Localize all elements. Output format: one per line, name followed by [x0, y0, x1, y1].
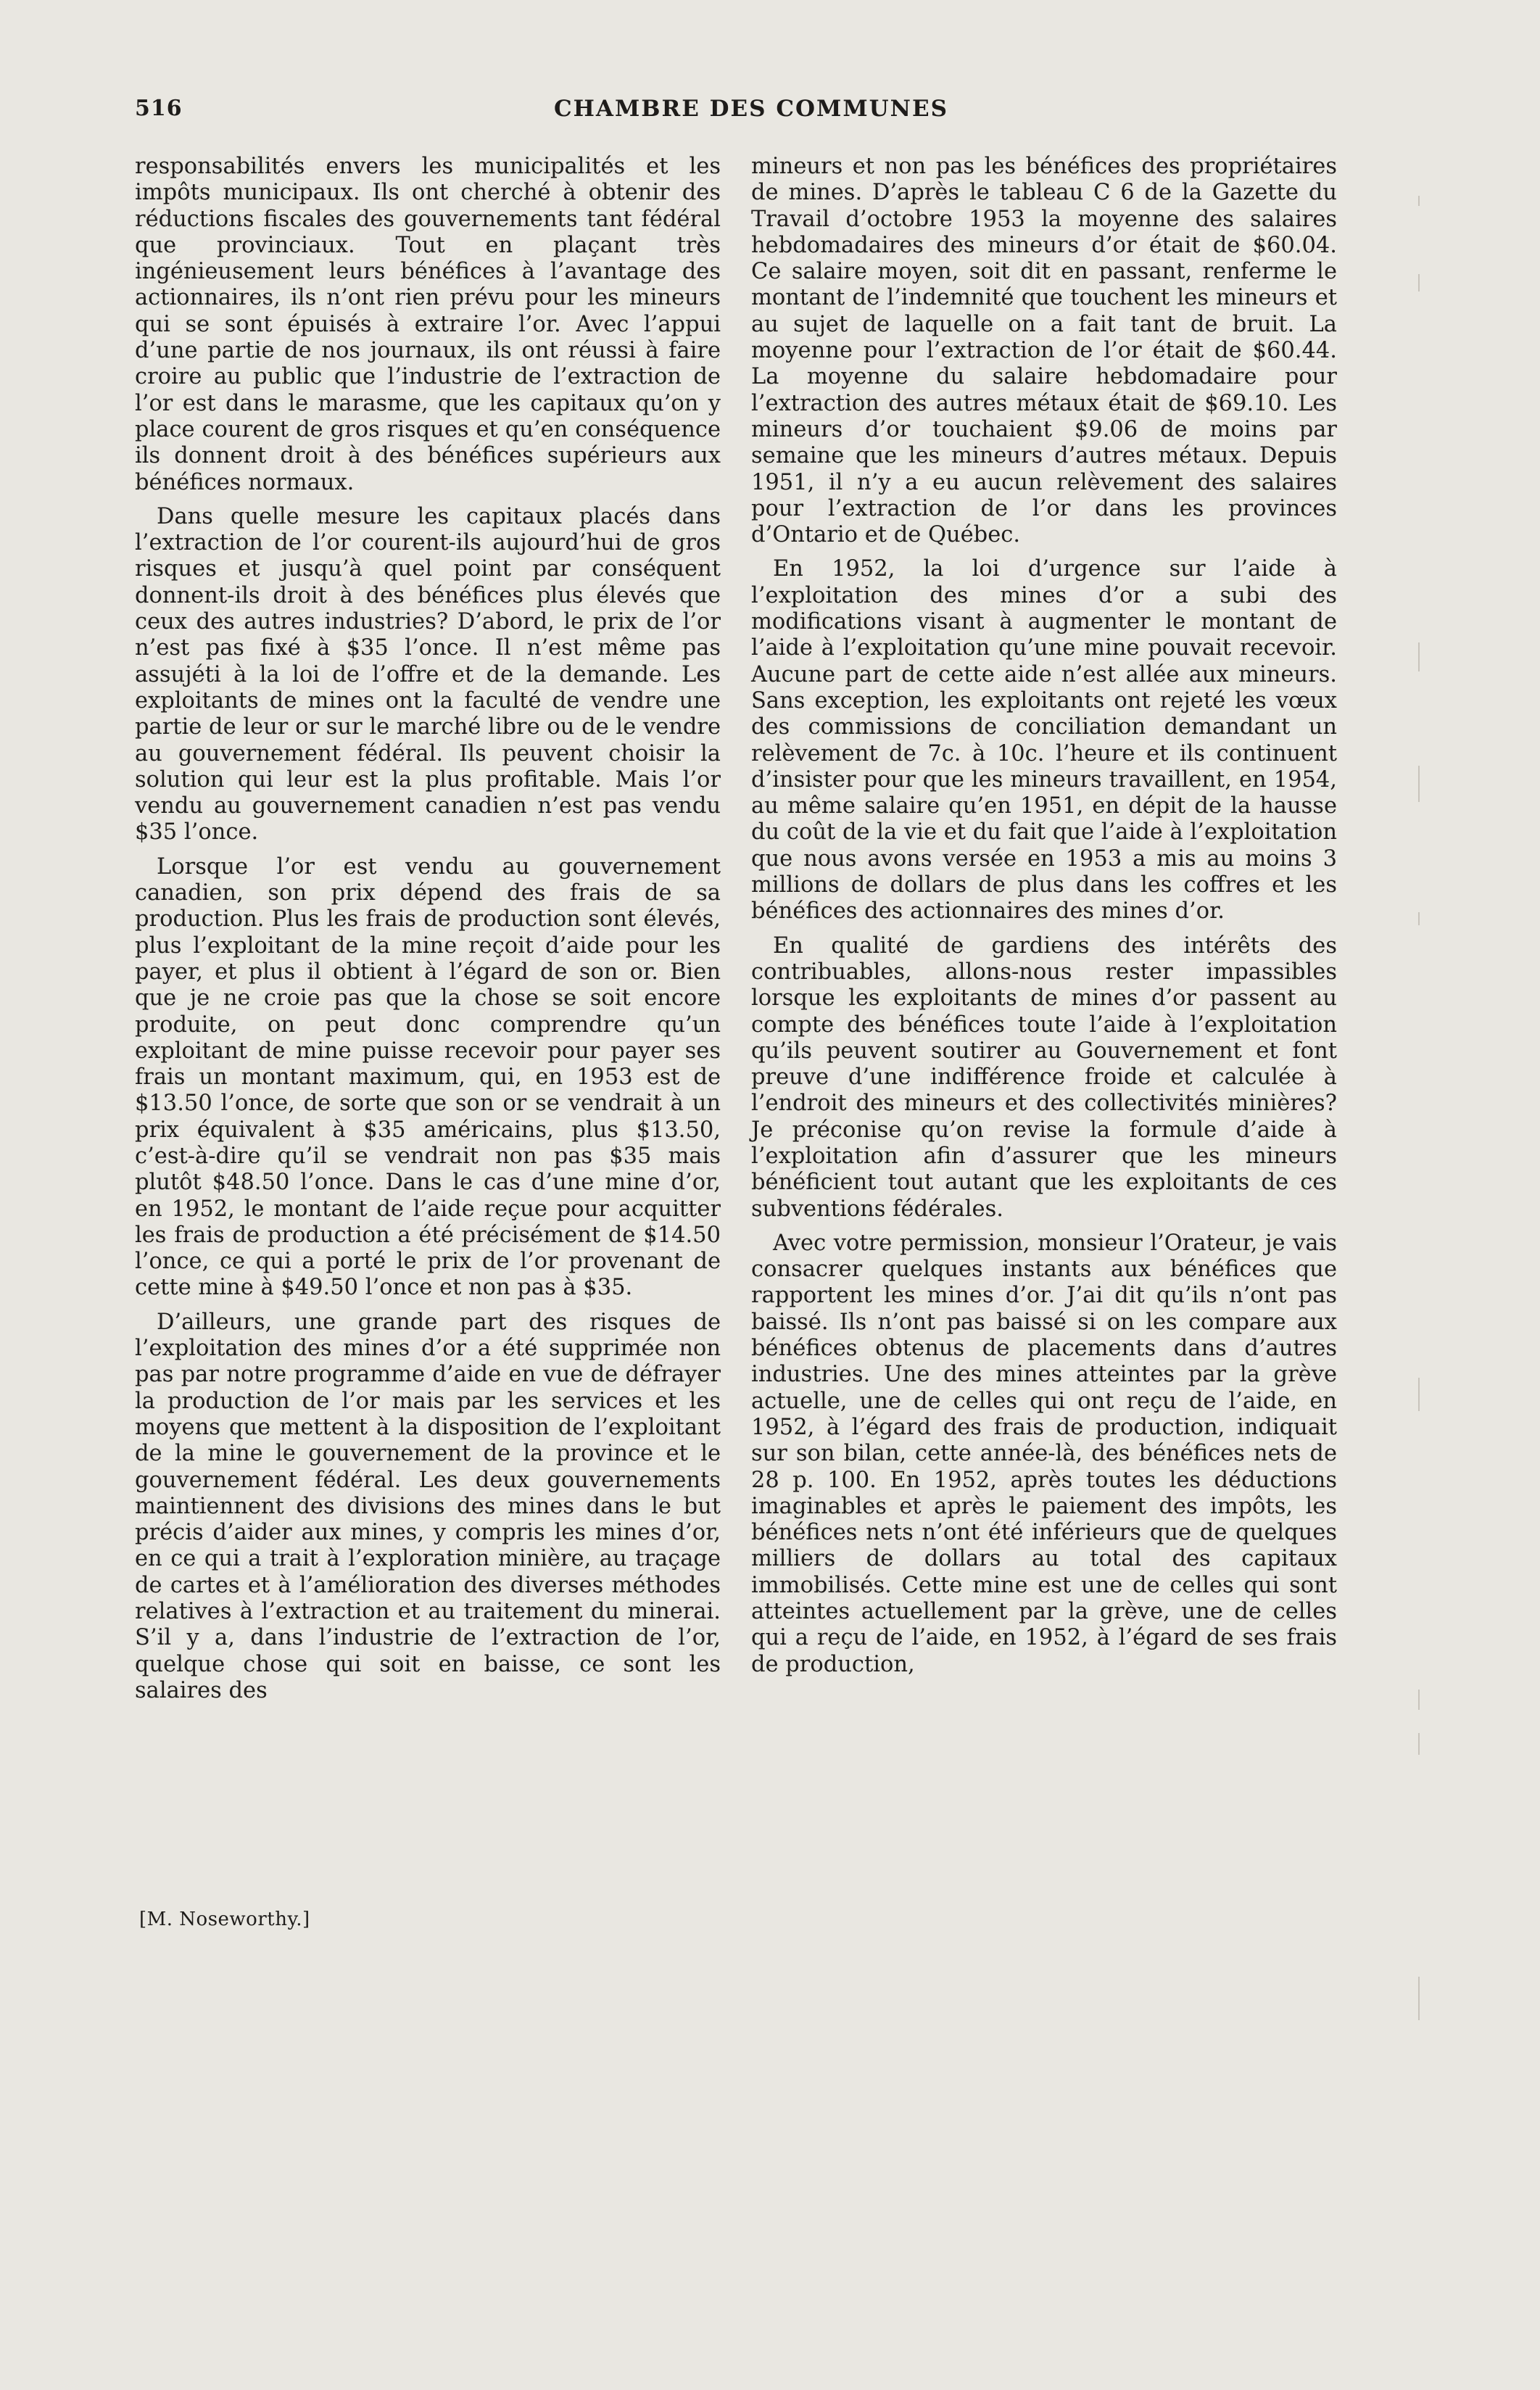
- page-header: [135, 96, 1367, 132]
- left-column: [135, 154, 721, 1704]
- scan-artifact-mark: [1418, 1977, 1420, 2020]
- scan-artifact-mark: [1418, 912, 1420, 925]
- paragraph: En qualité de gardiens des intérêts des contribuables, allons-nous rester impassibles lorsque les exploitants de mines d’or passent au compte des bénéfices toute l’aide à l’exploitation qu’ils peuvent soutirer au Gouvernement et font preuve d’une indifférence froide et calculée à l’endroit des mineurs et des collectivités minières? Je préconise qu’on revise la formule d’aide à l’exploitation afin d’assurer que les mineurs bénéficient tout autant que les exploitants de ces subventions fédérales.: [751, 933, 1337, 1222]
- scan-artifact-mark: [1418, 1690, 1420, 1710]
- scan-artifact-mark: [1418, 1733, 1420, 1755]
- paragraph: Lorsque l’or est vendu au gouvernement canadien, son prix dépend des frais de sa production. Plus les frais de production sont élevés, plus l’exploitant de la mine reçoit d’aide pour les payer, et plus il obtient à l’égard de son or. Bien que je ne croie pas que la chose se soit encore produite, on peut donc comprendre qu’un exploitant de mine puisse recevoir pour payer ses frais un montant maximum, qui, en 1953 est de $13.50 l’once, de sorte que son or se vendrait à un prix équivalent à $35 américains, plus $13.50, c’est-à-dire qu’il se vendrait non pas $35 mais plutôt $48.50 l’once. Dans le cas d’une mine d’or, en 1952, le montant de l’aide reçue pour acquitter les frais de production a été précisément de $14.50 l’once, ce qui a porté le prix de l’or provenant de cette mine à $49.50 l’once et non pas à $35.: [135, 853, 721, 1301]
- paragraph: responsabilités envers les municipalités et les impôts municipaux. Ils ont cherché à obtenir des réductions fiscales des gouvernements tant fédéral que provinciaux. Tout en plaçant très ingénieusement leurs bénéfices à l’avantage des actionnaires, ils n’ont rien prévu pour les mineurs qui se sont épuisés à extraire l’or. Avec l’appui d’une partie de nos journaux, ils ont réussi à faire croire au public que l’industrie de l’extraction de l’or est dans le marasme, que les capitaux qu’on y place courent de gros risques et qu’en conséquence ils donnent droit à des bénéfices supérieurs aux bénéfices normaux.: [135, 154, 721, 495]
- speaker-attribution: [M. Noseworthy.]: [139, 1909, 310, 1930]
- page-number: 516: [135, 96, 183, 121]
- paragraph: Dans quelle mesure les capitaux placés dans l’extraction de l’or courent-ils aujourd’hui de gros risques et jusqu’à quel point par conséquent donnent-ils droit à des bénéfices plus élevés que ceux des autres industries? D’abord, le prix de l’or n’est pas fixé à $35 l’once. Il n’est même pas assujéti à la loi de l’offre et de la demande. Les exploitants de mines ont la faculté de vendre une partie de leur or sur le marché libre ou de le vendre au gouvernement fédéral. Ils peuvent choisir la solution qui leur est la plus profitable. Mais l’or vendu au gouvernement canadien n’est pas vendu $35 l’once.: [135, 503, 721, 845]
- right-column: [751, 154, 1337, 1678]
- scan-artifact-mark: [1418, 196, 1420, 206]
- paragraph: D’ailleurs, une grande part des risques de l’exploitation des mines d’or a été supprimée non pas par notre programme d’aide en vue de défrayer la production de l’or mais par les services et les moyens que mettent à la disposition de l’exploitant de la mine le gouvernement de la province et le gouvernement fédéral. Les deux gouvernements maintiennent des divisions des mines dans le but précis d’aider aux mines, y compris les mines d’or, en ce qui a trait à l’exploration minière, au traçage de cartes et à l’amélioration des diverses méthodes relatives à l’extraction et au traitement du minerai. S’il y a, dans l’industrie de l’extraction de l’or, quelque chose qui soit en baisse, ce sont les salaires des: [135, 1309, 721, 1703]
- scan-artifact-mark: [1418, 274, 1420, 291]
- scan-artifact-mark: [1418, 766, 1420, 802]
- scan-artifact-mark: [1418, 642, 1420, 671]
- paragraph: mineurs et non pas les bénéfices des propriétaires de mines. D’après le tableau C 6 de la Gazette du Travail d’octobre 1953 la moyenne des salaires hebdomadaires des mineurs d’or était de $60.04. Ce salaire moyen, soit dit en passant, renferme le montant de l’indemnité que touchent les mineurs et au sujet de laquelle on a fait tant de bruit. La moyenne pour l’extraction de l’or était de $60.44. La moyenne du salaire hebdomadaire pour l’extraction des autres métaux était de $69.10. Les mineurs d’or touchaient $9.06 de moins par semaine que les mineurs d’autres métaux. Depuis 1951, il n’y a eu aucun relèvement des salaires pour l’extraction de l’or dans les provinces d’Ontario et de Québec.: [751, 154, 1337, 548]
- paragraph: Avec votre permission, monsieur l’Orateur, je vais consacrer quelques instants aux bénéfices que rapportent les mines d’or. J’ai dit qu’ils n’ont pas baissé. Ils n’ont pas baissé si on les compare aux bénéfices obtenus de placements dans d’autres industries. Une des mines atteintes par la grève actuelle, une de celles qui ont reçu de l’aide, en 1952, à l’égard des frais de production, indiquait sur son bilan, cette année-là, des bénéfices nets de 28 p. 100. En 1952, après toutes les déductions imaginables et après le paiement des impôts, les bénéfices nets n’ont été inférieurs que de quelques milliers de dollars au total des capitaux immobilisés. Cette mine est une de celles qui sont atteintes actuellement par la grève, une de celles qui a reçu de l’aide, en 1952, à l’égard de ses frais de production,: [751, 1230, 1337, 1677]
- running-title: CHAMBRE DES COMMUNES: [553, 96, 949, 122]
- scan-artifact-mark: [1418, 1378, 1420, 1411]
- paragraph: En 1952, la loi d’urgence sur l’aide à l’exploitation des mines d’or a subi des modifications visant à augmenter le montant de l’aide à l’exploitation qu’une mine pouvait recevoir. Aucune part de cette aide n’est allée aux mineurs. Sans exception, les exploitants ont rejeté les vœux des commissions de conciliation demandant un relèvement de 7c. à 10c. l’heure et ils continuent d’insister pour que les mineurs travaillent, en 1954, au même salaire qu’en 1951, en dépit de la hausse du coût de la vie et du fait que l’aide à l’exploitation que nous avons versée en 1953 a mis au moins 3 millions de dollars de plus dans les coffres et les bénéfices des actionnaires des mines d’or.: [751, 556, 1337, 925]
